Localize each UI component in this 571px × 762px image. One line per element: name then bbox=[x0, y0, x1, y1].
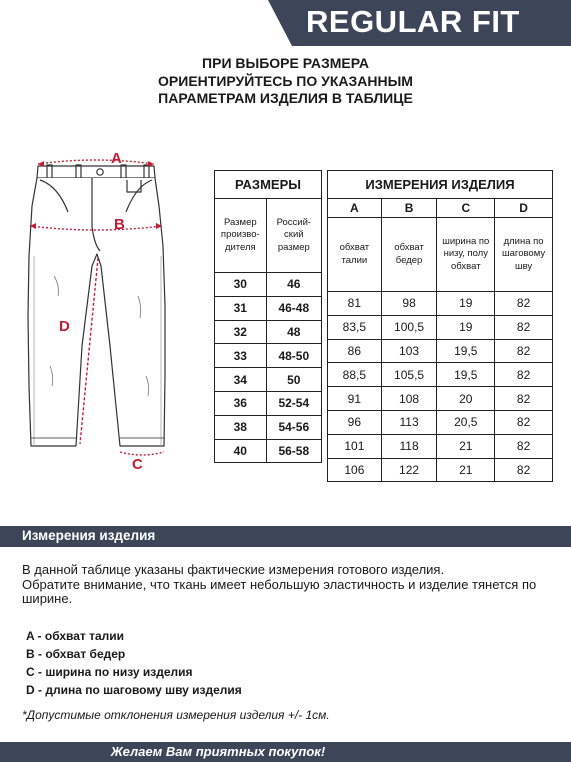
measure-cell-b: 118 bbox=[381, 434, 437, 458]
measure-cell-a: 83,5 bbox=[328, 315, 382, 339]
measurements-body bbox=[328, 292, 553, 482]
header-notch bbox=[268, 0, 292, 46]
table-row bbox=[328, 434, 553, 458]
intro-line-3: ПАРАМЕТРАМ ИЗДЕЛИЯ В ТАБЛИЦЕ bbox=[158, 90, 413, 106]
col-label-a bbox=[328, 218, 382, 292]
col-label-d bbox=[495, 218, 553, 292]
ru-label-line: ский bbox=[284, 229, 304, 241]
manufacturer-size-cell: 31 bbox=[215, 296, 267, 320]
table-row bbox=[215, 368, 322, 392]
section-title: Измерения изделия bbox=[22, 528, 156, 543]
table-row bbox=[215, 320, 322, 344]
ru-label-line: Россий- bbox=[276, 216, 312, 228]
russian-size-cell: 46-48 bbox=[266, 296, 321, 320]
mfr-label-line: произво- bbox=[220, 229, 260, 241]
measure-cell-c: 20,5 bbox=[437, 410, 495, 434]
measure-cell-d: 82 bbox=[495, 410, 553, 434]
measure-cell-d: 82 bbox=[495, 339, 553, 363]
label-d: D bbox=[59, 318, 70, 335]
table-row bbox=[328, 315, 553, 339]
russian-size-cell: 54-56 bbox=[266, 415, 321, 439]
measure-cell-a: 101 bbox=[328, 434, 382, 458]
col-label-line: ширина по bbox=[442, 235, 490, 247]
measure-cell-d: 82 bbox=[495, 292, 553, 316]
manufacturer-size-cell: 38 bbox=[215, 415, 267, 439]
description bbox=[22, 563, 562, 607]
legend-item-c: C - ширина по низу изделия bbox=[26, 665, 193, 679]
col-label-line: обхват bbox=[394, 242, 424, 253]
col-letter-b: B bbox=[381, 199, 437, 218]
intro-line-2: ОРИЕНТИРУЙТЕСЬ ПО УКАЗАННЫМ bbox=[158, 72, 413, 89]
sizes-header-row bbox=[215, 171, 322, 199]
table-row bbox=[328, 292, 553, 316]
russian-size-label bbox=[266, 199, 321, 273]
manufacturer-size-cell: 36 bbox=[215, 391, 267, 415]
measure-cell-d: 82 bbox=[495, 387, 553, 411]
label-c: C bbox=[132, 456, 143, 473]
table-row bbox=[215, 415, 322, 439]
measure-cell-d: 82 bbox=[495, 315, 553, 339]
letters-row bbox=[328, 199, 553, 218]
russian-size-cell: 48 bbox=[266, 320, 321, 344]
measure-cell-b: 103 bbox=[381, 339, 437, 363]
footer-text: Желаем Вам приятных покупок! bbox=[110, 744, 326, 759]
label-a: A bbox=[111, 150, 122, 167]
col-label-line: длина по bbox=[503, 235, 544, 247]
jeans-diagram bbox=[14, 146, 189, 476]
russian-size-cell: 46 bbox=[266, 273, 321, 297]
section-bar bbox=[0, 526, 571, 547]
size-labels-row bbox=[215, 199, 322, 273]
description-p2: Обратите внимание, что ткань имеет небольшую эластичность и изделие тянется по ширине. bbox=[22, 576, 537, 606]
footer-bar bbox=[0, 742, 571, 762]
manufacturer-size-cell: 32 bbox=[215, 320, 267, 344]
measure-cell-d: 82 bbox=[495, 434, 553, 458]
measure-cell-b: 108 bbox=[381, 387, 437, 411]
col-label-line: шаговому bbox=[502, 248, 546, 260]
manufacturer-size-label bbox=[215, 199, 267, 273]
col-label-line: бедер bbox=[395, 254, 423, 266]
col-label-line: низу, полу bbox=[443, 248, 488, 260]
table-row bbox=[215, 439, 322, 463]
manufacturer-size-cell: 34 bbox=[215, 368, 267, 392]
intro-text bbox=[0, 55, 571, 108]
col-label-line: шву bbox=[514, 260, 533, 272]
fit-title: REGULAR FIT bbox=[306, 4, 520, 39]
measurements-table bbox=[327, 170, 553, 482]
russian-size-cell: 56-58 bbox=[266, 439, 321, 463]
manufacturer-size-cell: 30 bbox=[215, 273, 267, 297]
measure-cell-c: 19 bbox=[437, 292, 495, 316]
russian-size-cell: 48-50 bbox=[266, 344, 321, 368]
measure-cell-c: 21 bbox=[437, 434, 495, 458]
col-label-c bbox=[437, 218, 495, 292]
description-p1: В данной таблице указаны фактические измерения готового изделия. bbox=[22, 562, 445, 577]
ru-label-line: размер bbox=[277, 241, 310, 253]
col-label-line: обхват bbox=[451, 260, 481, 272]
col-letter-a: A bbox=[328, 199, 382, 218]
label-b: B bbox=[114, 216, 125, 233]
legend-item-d: D - длина по шаговому шву изделия bbox=[26, 683, 242, 697]
table-row bbox=[215, 296, 322, 320]
measure-cell-b: 105,5 bbox=[381, 363, 437, 387]
col-letter-c: C bbox=[437, 199, 495, 218]
table-row bbox=[215, 344, 322, 368]
measure-cell-b: 113 bbox=[381, 410, 437, 434]
tolerance-note: *Допустимые отклонения измерения изделия +/- 1см. bbox=[22, 708, 330, 722]
sizes-table bbox=[214, 170, 322, 463]
col-letter-d: D bbox=[495, 199, 553, 218]
measure-cell-c: 20 bbox=[437, 387, 495, 411]
measure-cell-d: 82 bbox=[495, 458, 553, 482]
table-row bbox=[328, 458, 553, 482]
legend-item-b: B - обхват бедер bbox=[26, 647, 126, 661]
table-row bbox=[328, 387, 553, 411]
table-row bbox=[215, 273, 322, 297]
measurements-header-row bbox=[328, 171, 553, 199]
russian-size-cell: 52-54 bbox=[266, 391, 321, 415]
measure-cell-a: 91 bbox=[328, 387, 382, 411]
measure-cell-a: 88,5 bbox=[328, 363, 382, 387]
legend-item-a: A - обхват талии bbox=[26, 629, 125, 643]
mfr-label-line: дителя bbox=[224, 241, 256, 253]
sizes-body bbox=[215, 273, 322, 463]
legend bbox=[26, 627, 242, 699]
measure-cell-d: 82 bbox=[495, 363, 553, 387]
measure-cell-b: 98 bbox=[381, 292, 437, 316]
col-label-b bbox=[381, 218, 437, 292]
intro-line-1: ПРИ ВЫБОРЕ РАЗМЕРА bbox=[202, 55, 369, 71]
table-row bbox=[328, 339, 553, 363]
measure-cell-c: 19 bbox=[437, 315, 495, 339]
measure-cell-a: 106 bbox=[328, 458, 382, 482]
measure-cell-b: 122 bbox=[381, 458, 437, 482]
measure-cell-a: 81 bbox=[328, 292, 382, 316]
table-row bbox=[215, 391, 322, 415]
col-label-line: талии bbox=[341, 254, 368, 266]
measure-cell-c: 19,5 bbox=[437, 363, 495, 387]
measurements-header: ИЗМЕРЕНИЯ ИЗДЕЛИЯ bbox=[328, 171, 553, 199]
col-label-line: обхват bbox=[339, 242, 370, 253]
measure-labels-row bbox=[328, 218, 553, 292]
header-bar bbox=[0, 0, 571, 46]
mfr-label-line: Размер bbox=[223, 216, 257, 228]
manufacturer-size-cell: 33 bbox=[215, 344, 267, 368]
russian-size-cell: 50 bbox=[266, 368, 321, 392]
measure-cell-c: 19,5 bbox=[437, 339, 495, 363]
measure-cell-a: 96 bbox=[328, 410, 382, 434]
table-row bbox=[328, 363, 553, 387]
measure-cell-a: 86 bbox=[328, 339, 382, 363]
table-row bbox=[328, 410, 553, 434]
measure-cell-b: 100,5 bbox=[381, 315, 437, 339]
sizes-header: РАЗМЕРЫ bbox=[215, 171, 322, 199]
manufacturer-size-cell: 40 bbox=[215, 439, 267, 463]
measure-cell-c: 21 bbox=[437, 458, 495, 482]
